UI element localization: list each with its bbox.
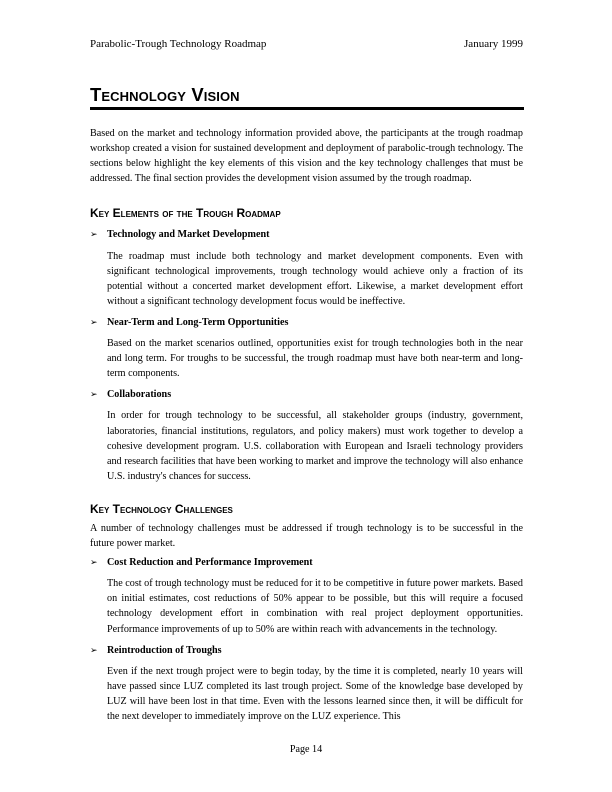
bullet-item — [90, 227, 523, 243]
page-number: Page 14 — [289, 744, 323, 755]
section-heading-key-challenges: Key Technology Challenges — [90, 501, 233, 516]
title-underline-rule — [90, 107, 524, 110]
running-header-title: Parabolic-Trough Technology Roadmap — [90, 38, 267, 50]
bullet-title: Technology and Market Development — [107, 229, 270, 241]
arrow-bullet-icon: ➢ — [90, 317, 98, 328]
document-body — [90, 126, 523, 730]
running-header-date: January 1999 — [464, 38, 523, 50]
bullet-title: Collaborations — [107, 389, 172, 401]
arrow-bullet-icon: ➢ — [90, 645, 98, 656]
intro-paragraph: Based on the market and technology information provided above, the participants at the trough roadmap workshop created a vision for sustained development and deployment of parabolic-trough technology. The sections below highlight the key elements of this vision and the key technology challenges that must be addressed. The final section provides the development vision assumed by the trough roadmap. — [90, 128, 523, 185]
arrow-bullet-icon: ➢ — [90, 558, 98, 569]
bullet-item — [90, 555, 523, 571]
bullet-paragraph: The roadmap must include both technology and market development components. Even with significant technological improvements, trough technology would achieve only a fraction of its potential without a concerted market development effort. Likewise, a market development effort without a significant technology development focus would be ineffective. — [107, 250, 523, 307]
bullet-paragraph: Based on the market scenarios outlined, opportunities exist for trough technologies both in the near and long term. For troughs to be successful, the trough roadmap must have both near-term and long-term components. — [107, 338, 523, 380]
bullet-paragraph: In order for trough technology to be successful, all stakeholder groups (industry, government, laboratories, financial institutions, regulators, and policy makers) must work together to develop a cohesive development program. U.S. collaboration with European and Israeli technology providers and research facilities that have been working to market and improve the technology will also enhance U.S. industry's chances for success. — [107, 410, 523, 482]
bullet-item — [90, 315, 523, 331]
arrow-bullet-icon: ➢ — [90, 230, 98, 241]
section-heading-key-elements: Key Elements of the Trough Roadmap — [90, 206, 281, 221]
arrow-bullet-icon: ➢ — [90, 390, 98, 401]
bullet-title: Reintroduction of Troughs — [107, 644, 222, 656]
bullet-title: Cost Reduction and Performance Improvement — [107, 557, 313, 569]
challenges-intro-paragraph: A number of technology challenges must be addressed if trough technology is to be successful in the future power market. — [90, 522, 523, 550]
bullet-title: Near-Term and Long-Term Opportunities — [107, 316, 289, 328]
bullet-paragraph: Even if the next trough project were to begin today, by the time it is completed, nearly 10 years will have passed since LUZ completed its last trough project. Some of the knowledge base developed by LUZ will have been lost in that time. Even with the lessons learned since then, it will be difficult for the next developer to immediately improve on the LUZ experience. This — [107, 665, 523, 722]
bullet-paragraph: The cost of trough technology must be reduced for it to be competitive in future power markets. Based on initial estimates, cost reductions of 50% appear to be possible, but this will require a focused technology development effort in combination with real project deployment opportunities. Performance improvements of up to 50% are within reach with advancements in the technology. — [107, 578, 523, 635]
bullet-item — [90, 387, 523, 403]
page-title: Technology Vision — [90, 84, 240, 105]
bullet-item — [90, 643, 523, 659]
